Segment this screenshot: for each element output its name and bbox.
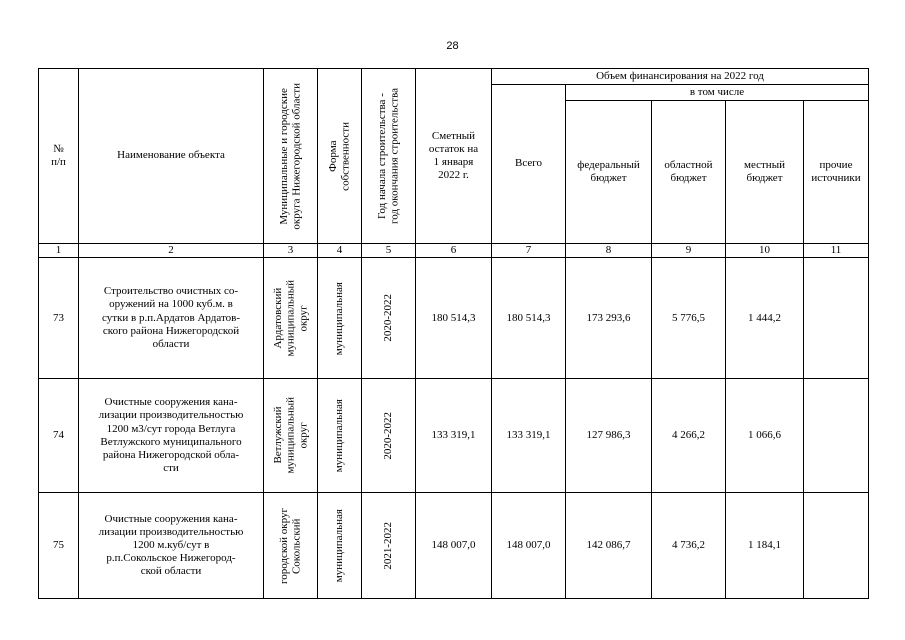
row-estimate: 180 514,3	[416, 258, 492, 379]
row-years	[362, 493, 416, 599]
header-ownership	[318, 69, 362, 244]
row-years	[362, 258, 416, 379]
row-ownership-text: муниципальная	[333, 509, 346, 583]
column-number: 7	[492, 244, 566, 258]
column-number: 8	[566, 244, 652, 258]
column-number: 6	[416, 244, 492, 258]
row-municipality	[264, 493, 318, 599]
column-number: 3	[264, 244, 318, 258]
header-total	[492, 85, 566, 244]
row-name-text: Строительство очистных со- оружений на 1000 куб.м. в сутки в р.п.Ардатов Ардатов- ского района Нижегородской области	[102, 285, 240, 350]
row-federal: 173 293,6	[566, 258, 652, 379]
row-ownership	[318, 258, 362, 379]
header-ownership-text: Форма собственности	[326, 121, 352, 191]
row-regional: 5 776,5	[652, 258, 726, 379]
row-total: 148 007,0	[492, 493, 566, 599]
table-row	[39, 258, 869, 379]
row-num: 74	[39, 379, 79, 493]
column-number: 11	[804, 244, 869, 258]
column-number: 5	[362, 244, 416, 258]
row-municipality	[264, 258, 318, 379]
row-other	[804, 258, 869, 379]
row-ownership	[318, 379, 362, 493]
column-number: 2	[79, 244, 264, 258]
row-municipality-text: Ветлужский муниципальный округ	[271, 397, 309, 474]
row-local: 1 184,1	[726, 493, 804, 599]
header-other	[804, 101, 869, 244]
header-name	[79, 69, 264, 244]
row-local: 1 066,6	[726, 379, 804, 493]
header-local	[726, 101, 804, 244]
row-num: 73	[39, 258, 79, 379]
row-municipality	[264, 379, 318, 493]
row-ownership	[318, 493, 362, 599]
column-number: 9	[652, 244, 726, 258]
row-local: 1 444,2	[726, 258, 804, 379]
header-years-text: Год начала строительства - год окончания строительства	[375, 88, 401, 224]
row-total: 133 319,1	[492, 379, 566, 493]
header-num	[39, 69, 79, 244]
row-federal: 127 986,3	[566, 379, 652, 493]
row-num: 75	[39, 493, 79, 599]
row-total: 180 514,3	[492, 258, 566, 379]
header-name-text: Наименование объекта	[117, 149, 225, 162]
column-number: 10	[726, 244, 804, 258]
row-name	[79, 379, 264, 493]
row-regional: 4 736,2	[652, 493, 726, 599]
header-total-text: Всего	[515, 157, 542, 170]
row-other	[804, 493, 869, 599]
column-number: 4	[318, 244, 362, 258]
column-number: 1	[39, 244, 79, 258]
row-ownership-text: муниципальная	[333, 399, 346, 473]
row-years-text: 2021-2022	[382, 521, 395, 570]
row-municipality-text: Ардатовский муниципальный округ	[271, 279, 309, 357]
header-local-text: местный бюджет	[744, 158, 785, 184]
row-ownership-text: муниципальная	[333, 281, 346, 355]
page-number: 28	[446, 40, 459, 52]
row-estimate: 148 007,0	[416, 493, 492, 599]
header-num-text: № п/п	[51, 142, 66, 168]
row-other	[804, 379, 869, 493]
table-row	[39, 493, 869, 599]
header-regional	[652, 101, 726, 244]
header-regional-text: областной бюджет	[664, 158, 713, 184]
header-including-text: в том числе	[689, 85, 745, 98]
header-financing	[492, 69, 869, 85]
row-years	[362, 379, 416, 493]
header-municipality	[264, 69, 318, 244]
header-other-text: прочие источники	[811, 158, 861, 184]
row-estimate: 133 319,1	[416, 379, 492, 493]
row-federal: 142 086,7	[566, 493, 652, 599]
row-years-text: 2020-2022	[382, 411, 395, 460]
row-name	[79, 258, 264, 379]
header-financing-text: Объем финансирования на 2022 год	[596, 69, 764, 82]
header-federal	[566, 101, 652, 244]
row-municipality-text: городской округ Сокольский	[277, 507, 303, 584]
header-municipality-text: Муниципальные и городские округа Нижегородской области	[277, 82, 303, 230]
table-row	[39, 379, 869, 493]
header-years	[362, 69, 416, 244]
financing-table	[38, 68, 869, 599]
row-regional: 4 266,2	[652, 379, 726, 493]
row-name	[79, 493, 264, 599]
row-years-text: 2020-2022	[382, 294, 395, 343]
row-name-text: Очистные сооружения кана- лизации производительностью 1200 м.куб/сут в р.п.Сокольское Нижегород- ской области	[98, 512, 244, 578]
header-federal-text: федеральный бюджет	[577, 158, 640, 184]
header-including	[566, 85, 869, 101]
header-estimate	[416, 69, 492, 244]
row-name-text: Очистные сооружения кана- лизации производительностью 1200 м3/сут города Ветлуга Ветлужского муниципального района Нижегородской обла- сти	[98, 396, 244, 475]
header-estimate-text: Сметный остаток на 1 января 2022 г.	[428, 129, 479, 182]
